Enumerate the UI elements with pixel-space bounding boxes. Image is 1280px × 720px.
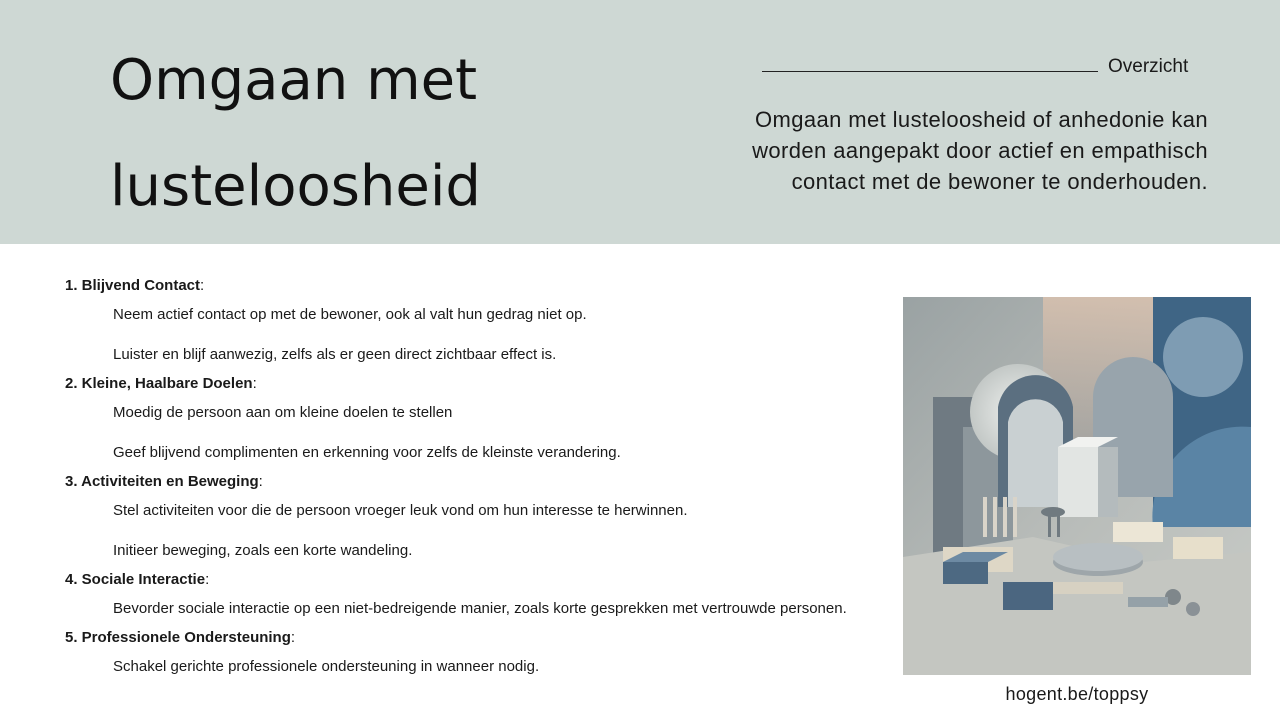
abstract-illustration xyxy=(903,297,1251,675)
item-title: 3. Activiteiten en Beweging xyxy=(65,473,259,490)
list-item-heading: 1. Blijvend Contact: xyxy=(65,277,205,294)
summary-text: Omgaan met lusteloosheid of anhedonie kan worden aangepakt door actief en empathisch contact met de bewoner te onderhouden. xyxy=(752,107,1208,194)
list-item-line: Initieer beweging, zoals een korte wandeling. xyxy=(113,542,413,559)
title-line-2: lusteloosheid xyxy=(110,154,481,219)
item-title: 2. Kleine, Haalbare Doelen xyxy=(65,375,253,392)
list-item-line: Stel activiteiten voor die de persoon vroeger leuk vond om hun interesse te herwinnen. xyxy=(113,502,688,519)
overview-label: Overzicht xyxy=(1108,56,1189,77)
list-item-heading: 2. Kleine, Haalbare Doelen: xyxy=(65,375,257,392)
item-title: 1. Blijvend Contact xyxy=(65,277,201,294)
overview-divider xyxy=(762,71,1098,72)
slide-title xyxy=(110,28,710,240)
footer-url[interactable]: hogent.be/toppsy xyxy=(1005,684,1149,704)
list-item-heading: 5. Professionele Ondersteuning: xyxy=(65,629,296,646)
item-title: 4. Sociale Interactie xyxy=(65,571,206,588)
list-item-line: Neem actief contact op met de bewoner, ook al valt hun gedrag niet op. xyxy=(113,306,587,323)
list-item-line: Luister en blijf aanwezig, zelfs als er geen direct zichtbaar effect is. xyxy=(113,346,557,363)
list-item-line: Schakel gerichte professionele ondersteuning in wanneer nodig. xyxy=(113,658,540,675)
illustration-svg xyxy=(903,297,1251,675)
list-item-line: Geef blijvend complimenten en erkenning voor zelfs de kleinste verandering. xyxy=(113,444,621,461)
list-item-line: Bevorder sociale interactie op een niet-bedreigende manier, zoals korte gesprekken met vertrouwde personen. xyxy=(113,600,847,617)
list-item-heading: 4. Sociale Interactie: xyxy=(65,571,210,588)
content-list xyxy=(65,272,905,682)
item-title: 5. Professionele Ondersteuning xyxy=(65,629,291,646)
list-item-line: Moedig de persoon aan om kleine doelen te stellen xyxy=(113,404,453,421)
list-item-heading: 3. Activiteiten en Beweging: xyxy=(65,473,263,490)
title-line-1: Omgaan met xyxy=(110,48,478,113)
